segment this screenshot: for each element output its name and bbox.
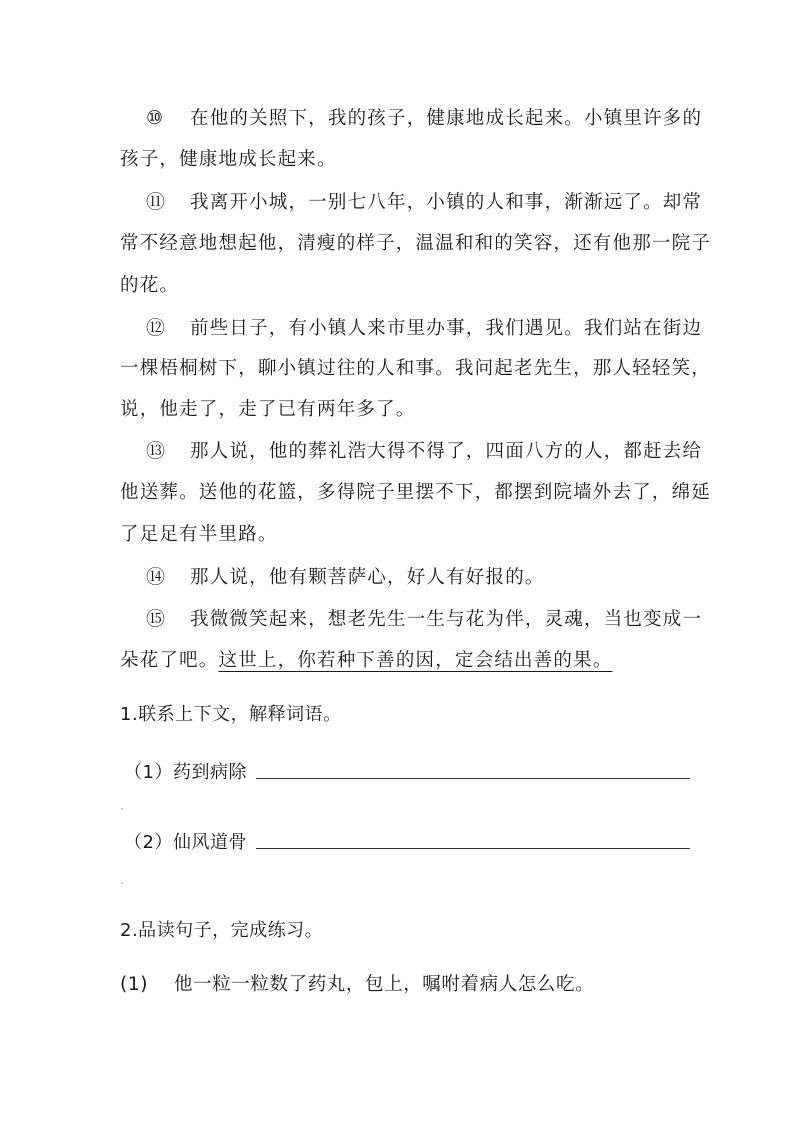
question-2-item-1-label: (1) bbox=[120, 974, 149, 995]
paragraph-10-line-2 bbox=[120, 148, 337, 172]
paragraph-number: ⑩ bbox=[146, 107, 165, 129]
paragraph-text: 在他的关照下，我的孩子，健康地成长起来。小镇里许多的 bbox=[190, 108, 703, 129]
paragraph-text: 他送葬。送他的花篮，多得院子里摆不下，都摆到院墙外去了，绵延 bbox=[120, 482, 712, 503]
paragraph-number: ⑪ bbox=[146, 191, 167, 213]
answer-blank-2[interactable] bbox=[256, 848, 690, 849]
question-2-item-1 bbox=[120, 973, 594, 997]
paragraph-12-line-1 bbox=[146, 316, 702, 341]
paragraph-text: 我微微笑起来，想老先生一生与花为伴，灵魂，当也变成一 bbox=[190, 609, 703, 630]
paragraph-11-line-3 bbox=[120, 274, 179, 298]
paragraph-text: 孩子，健康地成长起来。 bbox=[120, 149, 337, 170]
paragraph-text: 前些日子，有小镇人来市里办事，我们遇见。我们站在街边 bbox=[190, 318, 703, 339]
question-2-title: 2.品读句子，完成练习。 bbox=[120, 920, 324, 941]
paragraph-mark bbox=[121, 808, 123, 810]
question-2-item-1-text: 他一粒一粒数了药丸，包上，嘱咐着病人怎么吃。 bbox=[174, 974, 595, 995]
paragraph-15-line-2 bbox=[120, 649, 613, 673]
question-1-title: 1.联系上下文，解释词语。 bbox=[120, 704, 342, 725]
paragraph-text: 常不经意地想起他，清瘦的样子，温温和和的笑容，还有他那一院子 bbox=[120, 233, 712, 254]
paragraph-number: ⑭ bbox=[146, 566, 167, 588]
paragraph-13-line-2 bbox=[120, 481, 711, 505]
paragraph-text: 朵花了吧。 bbox=[120, 650, 219, 671]
paragraph-text: 一棵梧桐树下，聊小镇过往的人和事。我问起老先生，那人轻轻笑， bbox=[120, 358, 712, 379]
paragraph-12-line-2 bbox=[120, 357, 711, 381]
paragraph-13-line-1 bbox=[146, 439, 702, 464]
paragraph-15-line-1 bbox=[146, 607, 702, 632]
paragraph-number: ⑫ bbox=[146, 317, 167, 339]
paragraph-number: ⑬ bbox=[146, 440, 167, 462]
paragraph-11-line-2 bbox=[120, 232, 711, 256]
paragraph-text: 我离开小城，一别七八年，小镇的人和事，渐渐远了。却常 bbox=[190, 192, 703, 213]
paragraph-12-line-3 bbox=[120, 398, 416, 422]
paragraph-text: 的花。 bbox=[120, 275, 180, 296]
paragraph-text: 那人说，他的葬礼浩大得不得了，四面八方的人，都赶去给 bbox=[190, 441, 703, 462]
paragraph-13-line-3 bbox=[120, 523, 278, 547]
paragraph-14-line-1 bbox=[146, 565, 545, 590]
paragraph-text: 说，他走了，走了已有两年多了。 bbox=[120, 399, 416, 420]
paragraph-mark bbox=[121, 882, 123, 884]
paragraph-text: 了足足有半里路。 bbox=[120, 524, 278, 545]
answer-blank-1[interactable] bbox=[256, 778, 690, 779]
paragraph-text: 那人说，他有颗菩萨心，好人有好报的。 bbox=[190, 567, 545, 588]
question-1-item-1-label: （1）药到病除 bbox=[124, 762, 247, 783]
paragraph-10-line-1 bbox=[146, 106, 702, 131]
paragraph-11-line-1 bbox=[146, 190, 702, 215]
paragraph-number: ⑮ bbox=[146, 608, 167, 630]
underlined-sentence: 这世上，你若种下善的因，定会结出善的果。 bbox=[218, 650, 613, 671]
question-1-item-2-label: （2）仙风道骨 bbox=[124, 832, 247, 853]
